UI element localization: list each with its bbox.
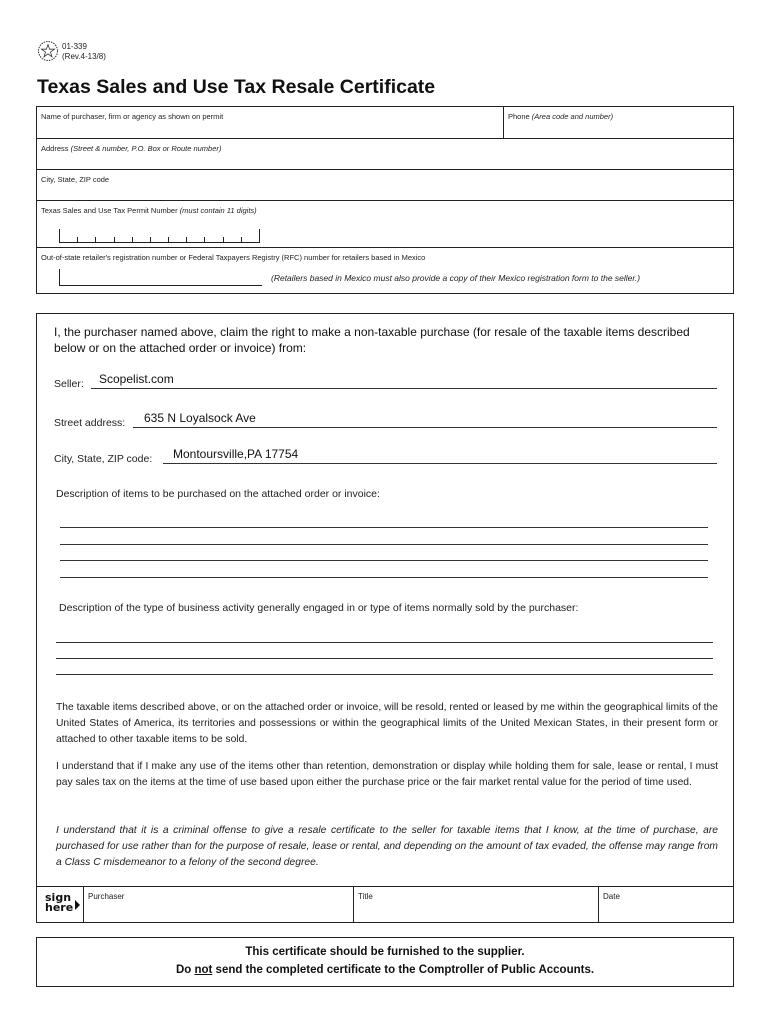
furnish-notice: This certificate should be furnished to the supplier.: [245, 946, 525, 958]
permit-digit-tick: [77, 237, 78, 243]
permit-digit-tick: [186, 237, 187, 243]
phone-divider: [503, 107, 504, 139]
purchaser-name-label: Name of purchaser, firm or agency as shown on permit: [41, 112, 224, 121]
seller-city-value[interactable]: Montoursville,PA 17754: [173, 447, 299, 461]
items-line-4[interactable]: [60, 577, 708, 578]
permit-digit-tick: [95, 237, 96, 243]
purchaser-info-box: [36, 106, 734, 294]
seller-line: [91, 388, 717, 389]
items-line-1[interactable]: [60, 527, 708, 528]
resale-statement: The taxable items described above, or on the attached order or invoice, will be resold, rented or leased by me within the geographical limits of the United States of America, its territories and possessions or within the geographical limits of the United Mexican States, in their present form or attached to other taxable items to be sold.: [56, 702, 718, 745]
date-label: Date: [603, 892, 620, 901]
do-not-send-notice: Do not send the completed certificate to the Comptroller of Public Accounts.: [175, 964, 595, 976]
address-row: [37, 139, 733, 170]
page-title: Texas Sales and Use Tax Resale Certificate: [37, 76, 436, 98]
seller-label: Seller:: [54, 378, 84, 390]
permit-digit-tick: [59, 229, 60, 243]
signature-row: [37, 886, 733, 923]
rfc-number-input[interactable]: [59, 269, 262, 286]
form-meta: [62, 42, 106, 62]
phone-label: Phone (Area code and number): [508, 112, 614, 121]
purchaser-signature-field[interactable]: [83, 887, 354, 923]
business-description-label: Description of the type of business activity generally engaged in or type of items normally sold by the purchaser:: [59, 602, 579, 614]
business-line-2[interactable]: [56, 658, 713, 659]
form-revision: (Rev.4-13/8): [62, 52, 106, 61]
permit-number-label: Texas Sales and Use Tax Permit Number (must contain 11 digits): [41, 206, 257, 215]
purchaser-name-row: [37, 107, 733, 139]
seller-city-line: [163, 463, 717, 464]
street-address-value[interactable]: 635 N Loyalsock Ave: [144, 411, 256, 425]
arrow-right-icon: [75, 900, 80, 910]
permit-digit-tick: [168, 237, 169, 243]
permit-digit-tick: [223, 237, 224, 243]
claim-statement: I, the purchaser named above, claim the right to make a non-taxable purchase (for resale of the taxable items described below or on the attached order or invoice) from:: [54, 325, 690, 355]
form-number: 01-339: [62, 42, 87, 51]
footer-notice-box: [36, 937, 734, 987]
rfc-note: (Retailers based in Mexico must also provide a copy of their Mexico registration form to the seller.): [271, 273, 641, 283]
rfc-label: Out-of-state retailer's registration number or Federal Taxpayers Registry (RFC) number for retailers based in Mexico: [41, 253, 426, 262]
state-seal-icon: [37, 40, 59, 62]
permit-digit-tick: [241, 237, 242, 243]
seller-value[interactable]: Scopelist.com: [99, 372, 174, 386]
use-tax-statement: I understand that if I make any use of the items other than retention, demonstration or display while holding them for sale, lease or rental, I must pay sales tax on the items at the time of use based upon either the purchase price or the fair market rental value for the period of time used.: [56, 761, 718, 788]
street-address-label: Street address:: [54, 417, 126, 429]
permit-digit-tick: [132, 237, 133, 243]
street-address-line: [133, 427, 717, 428]
permit-digit-tick: [150, 237, 151, 243]
address-label: Address (Street & number, P.O. Box or Route number): [41, 144, 222, 153]
permit-digit-tick: [204, 237, 205, 243]
criminal-offense-statement: I understand that it is a criminal offense to give a resale certificate to the seller for taxable items that I know, at the time of purchase, are purchased for use rather than for the purpose of resale, lease or rental, and depending on the amount of tax evaded, the offense may range from a Class C misdemeanor to a felony of the second degree.: [56, 825, 718, 868]
business-line-1[interactable]: [56, 642, 713, 643]
permit-digit-tick: [259, 229, 260, 243]
resale-claim-box: [36, 313, 734, 923]
sign-here-label: sign here: [45, 891, 74, 914]
permit-digit-tick: [114, 237, 115, 243]
items-line-3[interactable]: [60, 560, 708, 561]
business-line-3[interactable]: [56, 674, 713, 675]
title-label: Title: [358, 892, 373, 901]
city-row: [37, 170, 733, 201]
city-state-zip-label: City, State, ZIP code: [41, 175, 110, 184]
permit-number-input[interactable]: [59, 229, 259, 243]
purchaser-label: Purchaser: [88, 892, 125, 901]
date-field[interactable]: [598, 887, 734, 923]
seller-city-label: City, State, ZIP code:: [54, 453, 153, 465]
items-line-2[interactable]: [60, 544, 708, 545]
title-field[interactable]: [353, 887, 599, 923]
items-description-label: Description of items to be purchased on the attached order or invoice:: [56, 488, 380, 500]
